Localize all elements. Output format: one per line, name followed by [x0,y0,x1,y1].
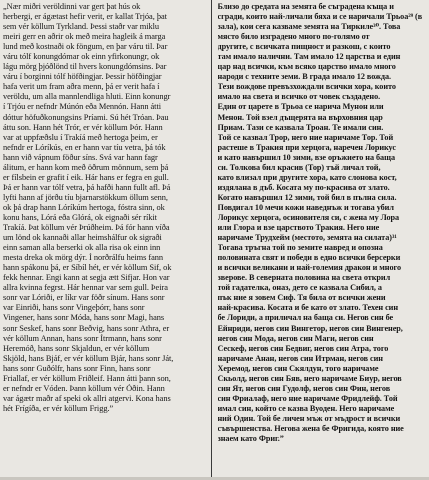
bulgarian-text-line: наричаме Анан, негов син Итрман, негов син [217,353,383,363]
old-norse-text-line: hann spákonu þá, er Síbíl hét, er vér köllum Sif, ok [3,263,172,273]
old-norse-text-line: var ágætr maðr af speki ok allri atgervi. Kona hans [3,393,171,403]
bulgarian-text-line: там имало налични. Там имало 12 царства и един [217,52,401,62]
bulgarian-text-line: половината свят и победи в едно всички берсерки [217,253,401,263]
old-norse-text-line: váru tólf konungdómar ok einn yfirkonungr, ok [3,52,160,62]
old-norse-text-line: mesta dreka ok mörg dýr. Í norðrálfu heims fann [3,253,164,263]
bulgarian-text-line: наричаме Трудхейм (местото, земята на силата)³¹ [217,233,397,243]
bulgarian-text-line: негов син Мода, негов син Маги, негов син [217,333,374,343]
bulgarian-text-line: Той се казвал Трор, него ние наричаме Тор. Той [217,132,394,142]
old-norse-text-line: nefndr er Lóríkús, en er hann var tíu vetra, þá tók [3,142,166,152]
old-norse-text-line: Skjöld, hans Bjáf, er vér köllum Bjár, hans sonr Ját, [3,353,174,363]
old-norse-text-line: er nefndr er Vóden. Þann köllum vér Óðin. Hann [3,383,165,393]
bulgarian-text-line: Повдигал 10 мечи кожи наведнъж и тогава убил [217,202,394,212]
old-norse-text-line: „Nær miðri veröldinni var gert þat hús ok [3,2,141,11]
bulgarian-text-line: цар над всички, към всяко царство имало много [217,62,396,72]
bulgarian-text-line: Приам. Тази се казвала Троан. Те имали син. [217,122,384,132]
old-norse-text-line: hans sonr Guðólfr, hans sonr Finn, hans sonr [3,363,151,373]
bulgarian-text-line: и като навършил 10 зими, взе оръжието на баща [217,152,396,162]
old-norse-text-line: vér köllum Annan, hans sonr Ítrmann, hans sonr [3,333,162,343]
bulgarian-text-line: пък ние я зовем Сиф. Тя била от всички жени [217,293,386,303]
old-norse-text-line: lágu mörg þjóðlönd til hvers konungdómsins. Þar [3,62,167,72]
bulgarian-text-line: зала), кои сега казваме земята на Тиркиле³⁰. Това [217,22,401,32]
old-norse-text-line: Heremóð, hans sonr Skjaldun, er vér köllum [3,343,150,353]
bulgarian-text-line: имал син, който се казва Вуоден. Него наричаме [217,403,395,413]
old-norse-text-line: dóttur höfuðkonungsins Príami. Sú hét Tróan. Þau [3,112,169,122]
old-norse-text-line: um lönd ok kannaði allar heimshálfur ok sigraði [3,233,162,243]
bulgarian-text-line: другите, с всичката пищност и разкош, с които [217,42,391,52]
old-norse-text-line: Vingener, hans sonr Móda, hans sonr Magi, hans [3,313,165,323]
old-norse-text-line: Þá er hann var tólf vetra, þá hafði hann fullt afl. Þá [3,182,171,192]
bulgarian-text-line: Близо до средата на земята бе съградена къща и [217,2,394,11]
old-norse-text-line: herbergi, er ágætast hefir verit, er kallat Trjóa, þat [3,12,167,22]
bulgarian-text-line: Скьолд, негов син Бяв, него наричаме Биур, негов [217,373,402,383]
old-norse-text-line: hafa verit um fram aðra menn, þá er verit hafa í [3,82,160,92]
bulgarian-text-line: Един от царете в Трьоа се нарича Мунон или [217,102,384,112]
bulgarian-translation-column [218,2,427,480]
old-norse-text-line: meiri gerr en aðrir ok með meira hagleik á marga [3,32,166,42]
bulgarian-text-line: ний Один. Той бе личен мъж от мъдрост и всички [217,413,401,423]
bulgarian-text-line: Херемод, негов син Скялдун, того наричаме [217,363,379,373]
bulgarian-text-line: Тези вождове превъзхождали всички хора, които [217,82,396,92]
old-norse-text-line: Friallaf, er vér köllum Friðleif. Hann átti þann son, [3,373,171,383]
column-divider [211,0,212,480]
old-norse-text-line: veröldu, um alla mannlendliga hluti. Einn konungr [3,92,171,102]
old-norse-text-line: konu hans, Lórá eða Glórá, ok eignaði sér ríkit [3,212,157,222]
bulgarian-text-line: имало на света и всичко от човек създадено. [217,92,381,102]
bulgarian-text-line: зверове. В северната половина на света открил [217,273,391,283]
bulgarian-text-line: най-красива. Косата и бе като от злато. Техен син [217,303,398,313]
bulgarian-text-line: Когато навършил 12 зими, той бил в пълна сила. [217,192,397,202]
bulgarian-text-line: син Фриалаф, него ние наричаме Фридлейф. Той [217,393,398,403]
bulgarian-text-line: знаем като Фриг.” [217,434,284,444]
old-norse-text-line: hét Frígíða, er vér köllum Frigg.” [3,403,114,413]
bulgarian-text-line: народи с техните земи. В града имало 12 вожда. [217,72,392,82]
bulgarian-text-line: Тогава тръгна той по земите навред и опозна [217,243,383,253]
old-norse-text-line: fekk hennar. Engi kann at segja ætt Sifjar. Hon var [3,273,170,283]
old-norse-text-line: sonr var Lóriði, er líkr var föðr sínum. Hans sonr [3,293,165,303]
old-norse-text-line: sonr Seskef, hans sonr Beðvig, hans sonr Athra, er [3,323,170,333]
old-norse-text-line: allra kvinna fegrst. Hár hennar var sem gull. Þeira [3,283,168,293]
old-norse-text-line: sem vér köllum Tyrkland. Þessi staðr var miklu [3,22,160,32]
old-norse-text-line: var Einriði, hans sonr Vingeþórr, hans sonr [3,303,145,313]
old-norse-text-line: hann við vápnum föður síns. Svá var hann fagr [3,152,158,162]
bulgarian-text-line: Ейнриди, негов син Вингетор, негов син Вингенер, [217,323,403,333]
bulgarian-text-line: и всички великани и най-големия дракон и много [217,263,402,273]
bulgarian-text-line: Лорикус херцога, осиновителя си, с жена му Лора [217,212,400,222]
old-norse-text-line: í Trjóu er nefndr Múnón eða Mennón. Hann átti [3,102,162,112]
bulgarian-text-line: сгради, които най-личали бяха и се наричали Трьоа²⁹ (в [217,12,423,22]
old-norse-text-line: ok þá drap hann Lóríkúm hertoga, fóstra sinn, ok [3,202,165,212]
old-norse-text-line: lyfti hann af jörðu tíu bjarnarstökkum öllum senn, [3,192,168,202]
old-norse-text-line: einn saman alla berserki ok alla risa ok einn inn [3,243,161,253]
old-norse-text-line: var at uppfæðslu í Trakíá með hertoga þeim, er [3,132,158,142]
bulgarian-text-line: място било изградено много по-голямо от [217,32,370,42]
bulgarian-text-line: син Ят, негов син Гудолф, негов син Фин, негов [217,383,391,393]
bulgarian-text-line: или Глора и взе царството Тракия. Него ние [217,223,380,233]
bulgarian-text-line: си. Толкова бил красив (Тор) тъй личал той, [217,162,381,172]
bulgarian-text-line: той гадателка, оназ, дето се казвала Сибил, а [217,283,382,293]
bulgarian-text-line: като влизал при другите хора, като слонова кост, [217,172,397,182]
bulgarian-text-line: Менон. Той взел дъщерята на върховния цар [217,112,383,122]
bulgarian-text-line: Сескеф, негов син Бедвиг, негов син Атра, того [217,343,389,353]
bulgarian-text-line: бе Лориди, а приличал на баща си. Негов син бе [217,313,394,323]
old-norse-text-line: álitum, er hann kom með öðrum mönnum, sem þá [3,162,169,172]
old-norse-text-line: váru í borginni tólf höfðingjar. Þessir höfðingjar [3,72,162,82]
bulgarian-text-line: съвършенства. Негова жена бе Фригида, която ние [217,423,404,433]
old-norse-text-line: er fílsbein er grafit í eik. Hár hans er fegra en gull. [3,172,169,182]
bulgarian-text-line: издялана в дъб. Косата му по-красива от злато. [217,182,390,192]
old-norse-text-line: Trakíá. Þat köllum vér Þrúðheim. Þá fór hann víða [3,223,170,233]
bulgarian-text-line: растеше в Тракия при херцога, наречен Лорикус [217,142,396,152]
old-norse-text-line: áttu son. Hann hét Trór, er vér köllum Þór. Hann [3,122,163,132]
old-norse-text-line: lund með kostnaði ok föngum, en þar váru til. Þar [3,42,168,52]
old-norse-text-column [3,2,212,480]
